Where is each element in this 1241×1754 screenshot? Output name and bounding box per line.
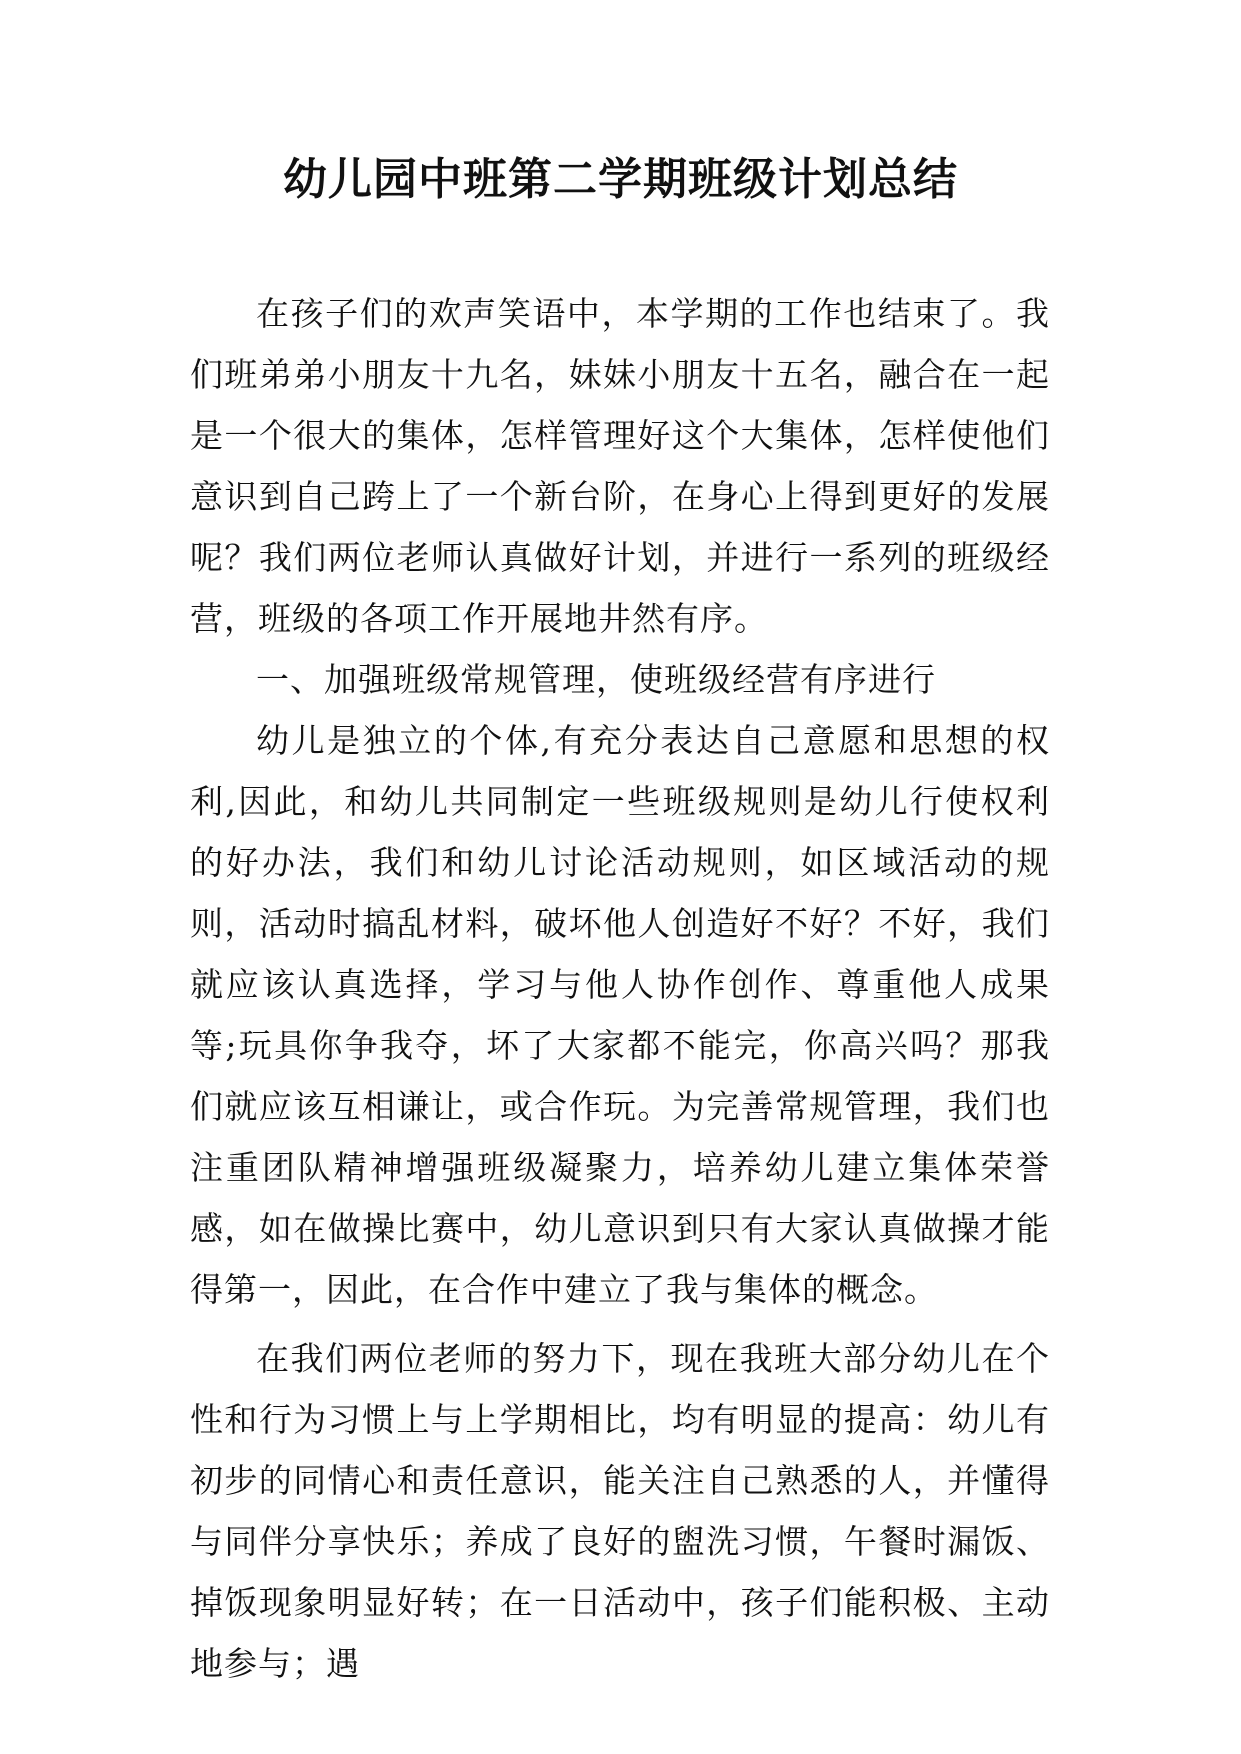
section-heading-1: 一、加强班级常规管理，使班级经营有序进行	[256, 660, 936, 699]
document-body	[190, 283, 1050, 1694]
paragraph-progress: 在我们两位老师的努力下，现在我班大部分幼儿在个性和行为习惯上与上学期相比，均有明显的提高：幼儿有初步的同情心和责任意识，能关注自己熟悉的人，并懂得与同伴分享快乐；养成了良好的盥洗习惯，午餐时漏饭、掉饭现象明显好转；在一日活动中，孩子们能积极、主动地参与；遇	[190, 1339, 1050, 1683]
paragraph-class-rules: 幼儿是独立的个体,有充分表达自己意愿和思想的权利,因此，和幼儿共同制定一些班级规则是幼儿行使权利的好办法，我们和幼儿讨论活动规则，如区域活动的规则，活动时搞乱材料，破坏他人创造好不好？不好，我们就应该认真选择，学习与他人协作创作、尊重他人成果等;玩具你争我夺，坏了大家都不能完，你高兴吗？那我们就应该互相谦让，或合作玩。为完善常规管理，我们也注重团队精神增强班级凝聚力，培养幼儿建立集体荣誉感，如在做操比赛中，幼儿意识到只有大家认真做操才能得第一，因此，在合作中建立了我与集体的概念。	[190, 721, 1050, 1309]
document-title: 幼儿园中班第二学期班级计划总结	[283, 154, 958, 205]
paragraph-intro: 在孩子们的欢声笑语中，本学期的工作也结束了。我们班弟弟小朋友十九名，妹妹小朋友十五名，融合在一起是一个很大的集体，怎样管理好这个大集体，怎样使他们意识到自己跨上了一个新台阶，在身心上得到更好的发展呢？我们两位老师认真做好计划，并进行一系列的班级经营，班级的各项工作开展地井然有序。	[190, 294, 1050, 638]
